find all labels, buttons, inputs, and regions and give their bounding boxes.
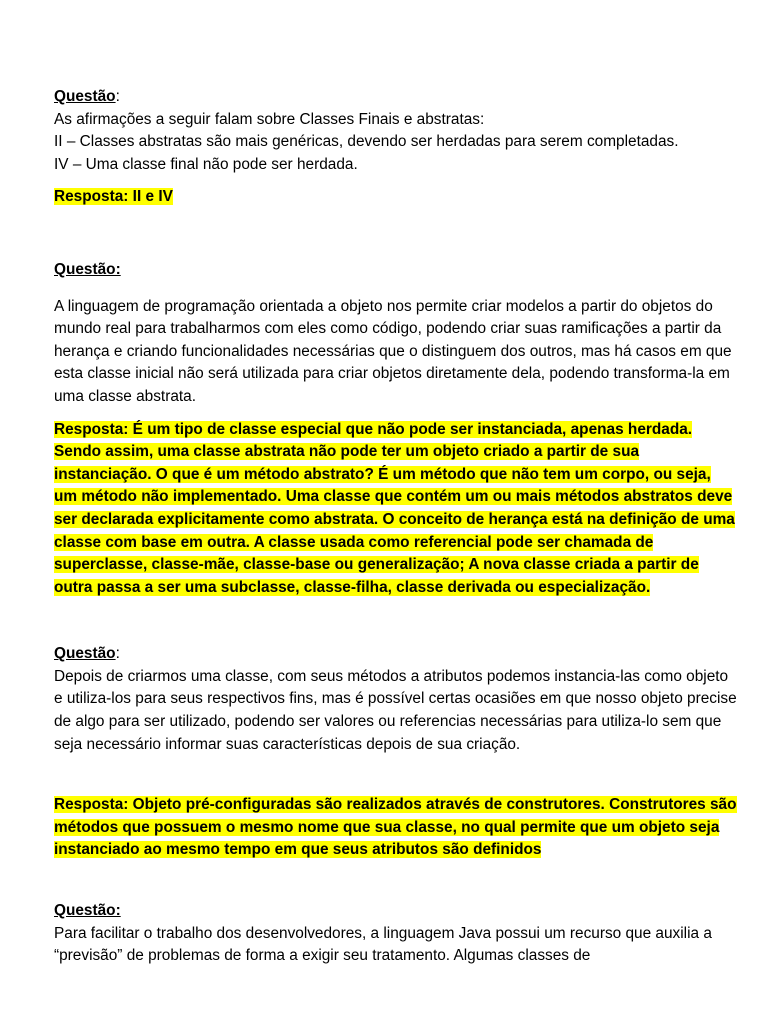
question-block-3 — [54, 643, 738, 756]
answer-block-2 — [54, 419, 738, 600]
question-heading — [54, 86, 738, 109]
answer-text: Resposta: É um tipo de classe especial que não pode ser instanciada, apenas herdada. Sendo assim, uma classe abstrata não pode ter um objeto criado a partir de sua instanciação. O que é um método abstrato? É um método que não tem um corpo, ou seja, um método não implementado. Uma classe que contém um ou mais métodos abstratos deve ser declarada explicitamente como abstrata. O conceito de herança está na definição de uma classe com base em outra. A classe usada como referencial pode ser chamada de superclasse, classe-mãe, classe-base ou generalização; A nova classe criada a partir de outra passa a ser uma subclasse, classe-filha, classe derivada ou especialização. — [54, 420, 735, 596]
question-block-1 — [54, 86, 738, 176]
question-label: Questão: — [54, 260, 121, 278]
question-label-suffix: : — [115, 88, 120, 105]
question-text: A linguagem de programação orientada a objeto nos permite criar modelos a partir do objetos do mundo real para trabalharmos com eles como código, podendo criar suas ramificações a partir da herança e criando funcionalidades necessárias que o distinguem dos outros, mas há casos em que esta classe inicial não será utilizada para criar objetos diretamente dela, podendo transforma-la em uma classe abstrata. — [54, 297, 732, 405]
question-block-2 — [54, 259, 738, 409]
question-text: Depois de criarmos uma classe, com seus métodos a atributos podemos instancia-las como objeto e utiliza-los para seus respectivos fins, mas é possível certas ocasiões em que nosso objeto precise de algo para ser utilizado, podendo ser valores ou referencias necessárias para utiliza-lo sem que seja necessário informar suas características depois de sua criação. — [54, 667, 737, 753]
answer-block-3 — [54, 794, 738, 862]
question-heading — [54, 900, 738, 923]
question-text-line: II – Classes abstratas são mais genéricas, devendo ser herdadas para serem completadas. — [54, 133, 679, 151]
question-label: Questão — [54, 88, 116, 105]
question-text: Para facilitar o trabalho dos desenvolvedores, a linguagem Java possui um recurso que auxilia a “previsão” de problemas de forma a exigir seu tratamento. Algumas classes de — [54, 924, 712, 965]
answer-text: Resposta: Objeto pré-configuradas são realizados através de construtores. Construtores são métodos que possuem o mesmo nome que sua classe, no qual permite que um objeto seja instanciado ao mesmo tempo em que seus atributos são definidos — [54, 796, 737, 859]
question-text-line: As afirmações a seguir falam sobre Classes Finais e abstratas: — [54, 110, 485, 128]
question-label: Questão — [54, 645, 116, 663]
question-heading — [54, 643, 738, 666]
question-block-4 — [54, 900, 738, 968]
question-label-suffix: : — [115, 645, 120, 663]
question-heading — [54, 259, 738, 282]
question-label: Questão: — [54, 902, 121, 920]
answer-block-1 — [54, 186, 738, 209]
answer-text: Resposta: II e IV — [54, 188, 173, 206]
question-text-line: IV – Uma classe final não pode ser herdada. — [54, 155, 358, 173]
